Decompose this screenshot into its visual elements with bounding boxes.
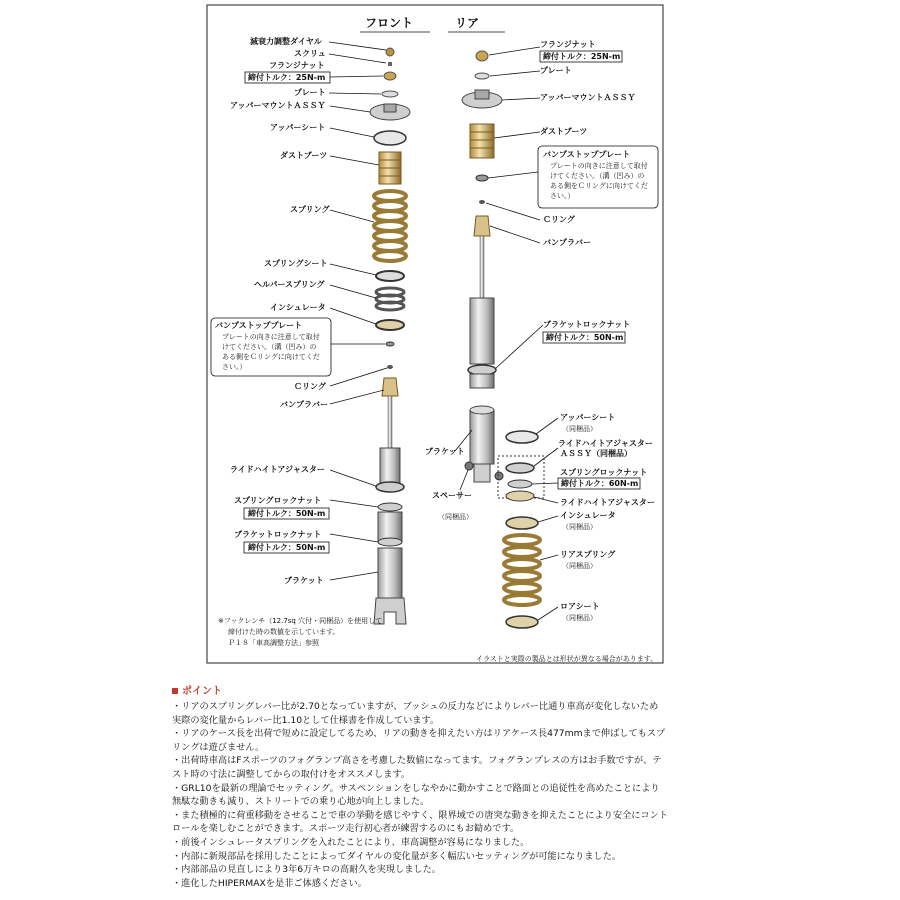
- rear-label-ride-height-adjuster-assy: ライドハイトアジャスター: [558, 439, 653, 448]
- rear-label-bracket-lock-nut: ブラケットロックナット: [543, 320, 631, 329]
- rear-bump-rubber: [474, 216, 490, 236]
- rear-label-spacer-note: （同梱品）: [438, 513, 473, 521]
- rear-label-bracket: ブラケット: [425, 447, 465, 456]
- list-item: ・GRL10を最新の理論でセッティング。サスペンションをしなやかに動かすことで路面との追従性を高めたことにより: [172, 782, 660, 794]
- rear-ride-height-adjuster: [506, 491, 534, 501]
- rear-label-upper-mount: アッパーマウントＡＳＳＹ: [540, 93, 636, 102]
- square-bullet-icon: [172, 688, 178, 694]
- rear-label-upper-seat: アッパーシート: [560, 413, 616, 422]
- front-label-helper-spring: ヘルパースプリング: [254, 280, 325, 289]
- rear-shock-body: [470, 298, 494, 364]
- front-bump-stop-note-2: けてください。（溝（凹み）の: [222, 343, 317, 351]
- front-c-ring: [387, 365, 393, 369]
- front-footnote-3: Ｐ１８「車高調整方法」参照: [228, 639, 319, 647]
- list-item: ・リアのスプリングレバー比が2.70となっていますが、ブッシュの反力などによりレバー比通り車高が変化しないため: [172, 701, 659, 712]
- rear-bump-stop-note-4: さい。）: [550, 192, 575, 200]
- list-item: ・出荷時車高はFスポーツのフォグランプ高さを考慮した数値になってます。フォグランプレスの方はお手数ですが、テ: [172, 755, 662, 767]
- rear-label-ride-height-adjuster-assy2: ＡＳＳＹ（同梱品）: [560, 449, 632, 458]
- front-label-spring-lock-nut-torque: 締付トルク：50N-m: [248, 509, 326, 518]
- list-item: ロールを楽しむことができます。スポーツ走行初心者が練習するのにもお勧めです。: [172, 823, 520, 835]
- rear-label-spring-lock-nut-torque: 締付トルク：60N-m: [561, 479, 639, 488]
- rear-bump-stop-plate: [476, 175, 488, 181]
- list-item: リングは遊びません。: [172, 741, 265, 753]
- front-flange-nut: [384, 72, 396, 80]
- front-spring-seat: [376, 271, 404, 281]
- points-title: [172, 684, 732, 700]
- list-item: ・また積極的に荷重移動をさせることで車の挙動を感じやすく、限界域での唐突な動きを抑えたことにより安全にコント: [172, 809, 668, 821]
- list-item: 無駄な動きも減り、ストリートでの乗り心地が向上しました。: [172, 796, 430, 808]
- list-item: ・内部に新規部品を採用したことによってダイヤルの変化量が多く幅広いセッティングが可能になりました。: [172, 850, 621, 862]
- rear-label-spring-lock-nut: スプリングロックナット: [560, 468, 648, 477]
- front-damping-dial: [386, 48, 394, 56]
- rear-spacer-a: [465, 462, 473, 470]
- front-ride-height-adjuster: [376, 482, 404, 492]
- rear-bump-stop-note-2: けてください。（溝（凹み）の: [550, 172, 645, 180]
- rear-bump-stop-note-1: プレートの向きに注意して取付: [550, 162, 648, 170]
- front-label-bracket-lock-nut-torque: 締付トルク：50N-m: [248, 543, 326, 552]
- diagram-disclaimer: イラストと実際の製品とは形状が異なる場合があります。: [476, 655, 658, 663]
- rear-ride-height-adjuster-assy: [506, 463, 534, 473]
- rear-label-flange-nut: フランジナット: [540, 40, 596, 49]
- points-title-text: ポイント: [182, 686, 222, 697]
- front-label-spring-lock-nut: スプリングロックナット: [234, 496, 322, 505]
- list-item: ・内部部品の見直しにより3年6万キロの高耐久を実現しました。: [172, 864, 441, 876]
- rear-label-ride-height-adjuster: ライドハイトアジャスター: [560, 498, 655, 507]
- front-bump-stop-plate: [386, 342, 394, 346]
- rear-label-flange-nut-torque: 締付トルク：25N-m: [543, 52, 621, 61]
- front-label-dust-boot: ダストブーツ: [280, 151, 328, 160]
- front-label-flange-nut: フランジナット: [269, 61, 325, 70]
- rear-label-insulator: インシュレータ: [560, 511, 616, 520]
- header-rear: リア: [455, 16, 480, 30]
- list-item: ・前後インシュレータスプリングを入れたことにより、車高調整が容易になりました。: [172, 836, 530, 848]
- rear-label-rear-spring: リアスプリング: [560, 550, 616, 559]
- front-upper-seat: [374, 131, 406, 145]
- front-bracket-lock-nut: [378, 538, 402, 546]
- rear-label-bracket-lock-nut-torque: 締付トルク：50N-m: [546, 333, 624, 342]
- front-label-c-ring: Ｃリング: [294, 382, 326, 391]
- front-plate: [382, 91, 398, 97]
- front-bump-stop-note-1: プレートの向きに注意して取付: [222, 333, 320, 341]
- rear-label-plate: プレート: [540, 66, 572, 75]
- front-screw: [388, 62, 392, 66]
- front-label-upper-seat: アッパーシート: [270, 123, 326, 132]
- rear-spacer-b: [495, 472, 503, 480]
- front-bump-stop-note-3: ある側をＣリングに向けてくだ: [222, 353, 320, 361]
- front-label-bracket-lock-nut: ブラケットロックナット: [234, 530, 322, 539]
- rear-label-upper-seat-note: （同梱品）: [562, 425, 597, 433]
- front-label-spring-seat: スプリングシート: [264, 259, 328, 268]
- front-spring-lock-nut: [378, 503, 402, 511]
- front-label-bump-rubber: バンプラバー: [280, 400, 328, 409]
- front-label-upper-mount: アッパーマウントＡＳＳＹ: [230, 101, 326, 110]
- front-label-damping-dial: 減衰力調整ダイヤル: [250, 37, 322, 46]
- front-footnote-2: 締付けた時の数値を示しています。: [228, 628, 340, 636]
- rear-label-lower-seat-note: （同梱品）: [562, 614, 597, 622]
- front-label-screw: スクリュ: [294, 49, 326, 58]
- header-front: フロント: [365, 16, 414, 30]
- rear-upper-seat: [506, 431, 538, 443]
- list-item: スト時の寸法に調整してからの取付けをオススメします。: [172, 768, 411, 780]
- rear-insulator: [506, 517, 538, 529]
- rear-label-c-ring: Ｃリング: [543, 215, 575, 224]
- front-footnote-1: ※フックレンチ（12.7sq 穴付・同梱品）を使用して: [218, 617, 383, 625]
- rear-label-spacer: スペーサー: [432, 491, 472, 500]
- rear-lower-seat: [506, 616, 538, 628]
- front-label-flange-nut-torque: 締付トルク：25N-m: [248, 73, 326, 82]
- rear-spring-lock-nut: [508, 480, 532, 488]
- front-label-insulator: インシュレータ: [270, 303, 326, 312]
- rear-rod: [480, 236, 484, 298]
- front-label-spring: スプリング: [290, 205, 330, 214]
- front-label-ride-height-adjuster: ライドハイトアジャスター: [230, 465, 325, 474]
- list-item: ・リアのケース長を出荷で短めに設定してるため、リアの動きを抑えたい方はリアケース長477mmまで伸ばしてもスプ: [172, 728, 666, 740]
- front-bump-rubber: [382, 378, 398, 396]
- points-section: [172, 684, 732, 890]
- list-item: ・進化したHIPERMAXを是非ご体感ください。: [172, 877, 367, 889]
- front-bump-stop-note-4: さい。）: [222, 363, 247, 371]
- front-dust-boot: [379, 152, 401, 184]
- front-label-bracket: ブラケット: [284, 576, 324, 585]
- rear-label-insulator-note: （同梱品）: [562, 523, 597, 531]
- rear-plate: [475, 73, 489, 79]
- front-label-plate: プレート: [294, 88, 326, 97]
- rear-c-ring: [479, 200, 485, 204]
- rear-dust-boot: [470, 124, 494, 158]
- rear-label-bump-rubber: バンプラバー: [543, 238, 591, 247]
- front-insulator: [376, 320, 404, 330]
- rear-flange-nut: [476, 51, 488, 61]
- rear-label-dust-boot: ダストブーツ: [540, 127, 588, 136]
- rear-label-lower-seat: ロアシート: [560, 602, 600, 611]
- front-rod: [388, 396, 392, 448]
- list-item: 実際の変化量からレバー比1.10として仕様書を作成しています。: [172, 714, 440, 726]
- front-label-bump-stop-plate: バンプストッププレート: [215, 321, 303, 330]
- rear-bump-stop-note-3: ある側をＣリングに向けてくだ: [550, 182, 648, 190]
- points-list: [172, 700, 732, 890]
- rear-label-rear-spring-note: （同梱品）: [562, 562, 597, 570]
- rear-label-bump-stop-plate: バンプストッププレート: [543, 150, 631, 159]
- rear-bracket: [470, 406, 494, 482]
